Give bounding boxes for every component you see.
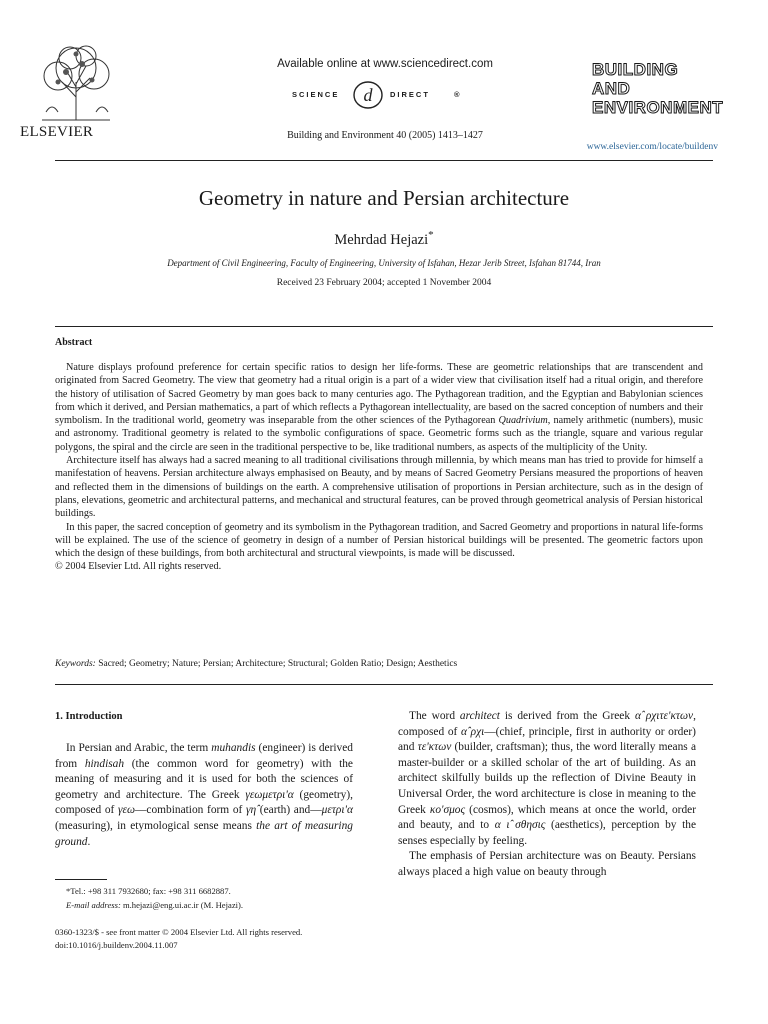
footnote-contact: *Tel.: +98 311 7932680; fax: +98 311 6682887.	[66, 886, 231, 896]
abstract-top-divider	[55, 326, 713, 327]
received-dates: Received 23 February 2004; accepted 1 November 2004	[276, 278, 492, 288]
journal-logo-line1: BUILDING AND	[592, 60, 679, 98]
sciencedirect-logo	[280, 78, 490, 112]
issn-line: 0360-1323/$ - see front matter © 2004 Elsevier Ltd. All rights reserved.	[55, 927, 303, 937]
doi-line[interactable]: doi:10.1016/j.buildenv.2004.11.007	[55, 940, 178, 950]
sciencedirect-d-icon	[352, 80, 384, 110]
section-heading: 1. Introduction	[55, 711, 123, 722]
footnote-divider	[55, 879, 107, 880]
author-footnote-mark[interactable]: *	[428, 229, 434, 241]
author-footnote	[55, 884, 355, 912]
front-matter-info	[55, 926, 302, 952]
keywords-label: Keywords:	[55, 659, 96, 669]
footnote-email: E-mail address: m.hejazi@eng.ui.ac.ir (M. Hejazi).	[66, 900, 244, 910]
intro-paragraph: In Persian and Arabic, the term muhandis (engineer) is derived from hindisah (the common word for geometry) with the meaning of measuring and it is used for both the sciences of geometry and architecture. The Greek γεωμετρι'α (geometry), composed of γεω—combination form of γη̂ (earth) and—μετρι'α (measuring), in etymological sense means the art of measuring ground.	[55, 742, 353, 848]
sd-mark: ®	[454, 90, 460, 99]
journal-citation: Building and Environment 40 (2005) 1413–1427	[287, 130, 483, 141]
sd-right-word: DIRECT	[390, 90, 430, 99]
journal-logo-line2: ENVIRONMENT	[592, 98, 724, 117]
svg-text:d: d	[363, 85, 373, 105]
email-link[interactable]: m.hejazi@eng.ui.ac.ir (M. Hejazi).	[120, 900, 244, 910]
author-line	[0, 229, 768, 249]
abstract-paragraph: Architecture itself has always had a sacred meaning to all traditional civilisations through millennia, by which means man has tried to provide for himself a manifestation of heavens. Persian architecture always emphasised on Beauty, and by means of Sacred Geometry Persians measured the proportions of heaven and reflected them in the dimensions of buildings on the earth. A comprehensive utilisation of proportions in Persian architecture, such as in the design of plans, elevations, geometric and architectural patterns, and mechanical and structural features, can be proved through geometrical analysis of Persian historical buildings.	[55, 455, 703, 520]
abstract-copyright: © 2004 Elsevier Ltd. All rights reserved.	[55, 561, 222, 573]
journal-logo	[592, 60, 724, 117]
journal-url-link[interactable]: www.elsevier.com/locate/buildenv	[586, 142, 718, 152]
keywords-text: Sacred; Geometry; Nature; Persian; Architecture; Structural; Golden Ratio; Design; Aesthetics	[98, 659, 458, 669]
publisher-name: ELSEVIER	[20, 124, 94, 140]
affiliation: Department of Civil Engineering, Faculty of Engineering, University of Isfahan, Hezar Jerib Street, Isfahan 81744, Iran	[167, 258, 601, 268]
intro-left-column	[55, 741, 353, 850]
abstract-heading: Abstract	[55, 337, 93, 348]
tree-icon	[22, 42, 130, 122]
right-paragraph: The word architect is derived from the Greek α̂ ρχιτε'κτων, composed of α̂ ρχι—(chief, principle, first in authority or order) and τε'κτων (builder, craftsman); thus, the word literally means a master-builder or a skilled scholar of the art of building. As an architect skilfully builds up the reflection of Divine Beauty in Universal Order, the word architecture is close in meaning to the Greek κο'σμος (cosmos), which means at once the world, order and beauty, and to α ι̂ σθησις (aesthetics), perception by the senses especially by feeling.	[398, 710, 696, 847]
abstract-paragraph: In this paper, the sacred conception of geometry and its symbolism in the Pythagorean tradition, and Sacred Geometry and proportions in natural life-forms will be explained. The use of the science of geometry in design of a number of Persian historical buildings will be presented. The geometric factors upon which the design of these buildings, from both architectural and structural viewpoints, is made will be discussed.	[55, 521, 703, 560]
keywords	[55, 659, 713, 669]
available-online-text: Available online at www.sciencedirect.com	[277, 58, 493, 70]
sd-left-word: SCIENCE	[292, 90, 340, 99]
article-title: Geometry in nature and Persian architecture	[198, 186, 570, 210]
header-divider	[55, 160, 713, 161]
abstract-body	[55, 361, 703, 574]
right-paragraph: The emphasis of Persian architecture was on Beauty. Persians always placed a high value on beauty through	[398, 850, 696, 878]
intro-right-column	[398, 709, 696, 881]
author-name: Mehrdad Hejazi	[334, 231, 429, 248]
abstract-paragraph: Nature displays profound preference for certain specific ratios to design her life-forms. These are geometric relationships that are transcendent and originated from Sacred Geometry. The view that geometry had a ritual origin is a part of a wider view that civilisation itself had a ritual origin, and therefore the history of utilisation of Sacred Geometry by man goes back to many centuries ago. The Pythagorean tradition, and the Egyptian and Babylonian sciences from which it derived, and Persian mathematics, a part of which reflects a Pythagorean intellectuality, are based on the sacred conception of numbers and their symbolism. In the traditional world, geometry was inseparable from the other sciences of the Pythagorean Quadrivium, namely arithmetic (numbers), music and astronomy. Traditional geometry is related to the symbolic configurations of space. Geometric forms such as the triangle, square and various regular polygons, the spiral and the circle are seen in the traditional perspective to be, like traditional numbers, as aspects of the multiplicity of the Unity.	[55, 362, 703, 453]
abstract-bottom-divider	[55, 684, 713, 685]
